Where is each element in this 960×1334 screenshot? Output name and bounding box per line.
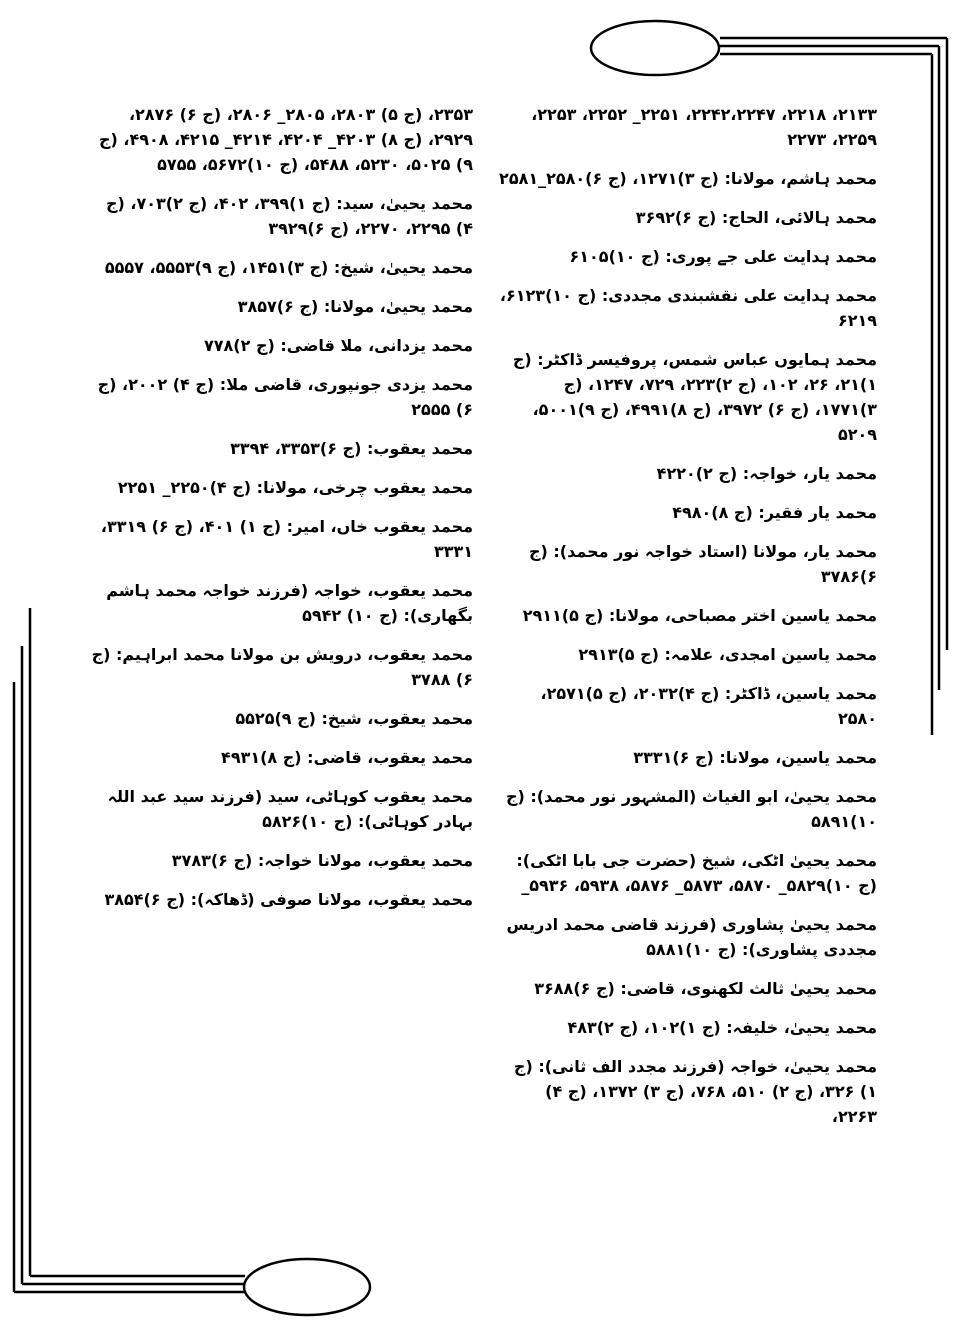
index-entry: محمد یحییٰ، مولانا: (ج ۶)۳۸۵۷ [237,297,473,316]
index-entry: محمد ہالائی، الحاج: (ج ۶)۳۶۹۲ [635,208,877,227]
index-entry: محمد یحییٰ، سید: (ج ۱)۳۹۹، ۴۰۲، (ج ۲)۷۰۳، (ج ۴) ۲۲۹۵، ۲۲۷۰، (ج ۶)۳۹۲۹ [105,194,473,238]
index-entry: محمد یعقوب، مولانا صوفی (ڈھاکہ): (ج ۶)۳۸۵۴ [104,890,473,909]
index-entry: محمد یحییٰ پشاوری (فرزند قاضی محمد ادریس مجددی پشاوری): (ج ۱۰)۵۸۸۱ [506,915,877,959]
index-entry: محمد یحییٰ، شیخ: (ج ۳)۱۴۵۱، (ج ۹)۵۵۵۳، ۵۵۵۷ [104,258,473,277]
index-entry: محمد یحییٰ ثالث لکھنوی، قاضی: (ج ۶)۳۶۸۸ [534,979,877,998]
index-entry: محمد یحییٰ، ابو الغیاث (المشہور نور محمد): (ج ۱۰)۵۸۹۱ [505,787,877,831]
index-entry: ۲۳۵۳، (ج ۵) ۲۸۰۳، ۲۸۰۵_ ۲۸۰۶، (ج ۶) ۲۸۷۶، ۲۹۲۹، (ج ۸) ۴۲۰۳_ ۴۲۰۴، ۴۲۱۴_ ۴۲۱۵، ۴۹۰۸، (ج ۹) ۵۰۲۵، ۵۲۳۰، ۵۴۸۸، (ج ۱۰)۵۶۷۲، ۵۷۵۵ [98,105,473,174]
right-index-column [497,102,877,1143]
index-entry: محمد ہدایت علی جے پوری: (ج ۱۰)۶۱۰۵ [569,247,877,266]
index-entry: محمد یعقوب کوہاٹی، سید (فرزند سید عبد اللہ بہادر کوہاٹی): (ج ۱۰)۵۸۲۶ [107,787,473,831]
index-entry: محمد یاسین، ڈاکٹر: (ج ۴)۲۰۳۲، (ج ۵)۲۵۷۱، ۲۵۸۰ [540,684,877,728]
index-entry: محمد ہمایوں عباس شمس، پروفیسر ڈاکٹر: (ج ۱)۲۱، ۲۶، ۱۰۲، (ج ۲)۲۲۳، ۷۲۹، ۱۲۴۷، (ج ۳)۱۷۷۱، (ج ۶) ۳۹۷۲، (ج ۸)۴۹۹۱، (ج ۹)۵۰۰۱، ۵۲۰۹ [512,350,877,444]
index-entry: محمد یزدانی، ملا قاضی: (ج ۲)۷۷۸ [204,336,473,355]
index-entry: محمد یاسین امجدی، علامہ: (ج ۵)۲۹۱۳ [578,645,877,664]
index-entry: محمد یعقوب، قاضی: (ج ۸)۴۹۳۱ [221,748,473,767]
index-entry: محمد ہدایت علی نقشبندی مجددی: (ج ۱۰)۶۱۲۳، ۶۲۱۹ [499,286,877,330]
index-entry: محمد ہاشم، مولانا: (ج ۳)۱۲۷۱، (ج ۶)۲۵۸۰_۲۵۸۱ [499,169,877,188]
index-entry: محمد یعقوب، مولانا خواجہ: (ج ۶)۳۷۸۳ [171,851,473,870]
index-entry: محمد یزدی جونپوری، قاضی ملا: (ج ۴) ۲۰۰۲، (ج ۶) ۲۵۵۵ [97,375,473,419]
index-entry: محمد یحییٰ اٹکی، شیخ (حضرت جی بابا اٹکی): (ج ۱۰)۵۸۲۹_ ۵۸۷۰، ۵۸۷۳_ ۵۸۷۶، ۵۹۳۸، ۵۹۳۶_ [516,851,877,895]
left-index-column [85,102,473,926]
index-entry: محمد یعقوب چرخی، مولانا: (ج ۴)۲۲۵۰_ ۲۲۵۱ [117,478,473,497]
index-entry: محمد یاسین اختر مصباحی، مولانا: (ج ۵)۲۹۱۱ [522,606,877,625]
index-entry: ۲۱۳۳، ۲۲۱۸، ۲۲۴۲،۲۲۴۷، ۲۲۵۱_ ۲۲۵۲، ۲۲۵۳، ۲۲۵۹، ۲۲۷۳ [531,105,877,149]
index-entry: محمد یعقوب خاں، امیر: (ج ۱) ۴۰۱، (ج ۶) ۳۳۱۹، ۳۳۳۱ [100,517,473,561]
index-entry: محمد یعقوب، خواجہ (فرزند خواجہ محمد ہاشم بگھاری): (ج ۱۰) ۵۹۴۲ [106,581,473,625]
index-entry: محمد یعقوب، درویش بن مولانا محمد ابراہیم: (ج ۶) ۳۷۸۸ [91,645,473,689]
index-entry: محمد یعقوب، شیخ: (ج ۹)۵۵۲۵ [235,709,473,728]
index-entry: محمد یار، مولانا (استاد خواجہ نور محمد): (ج ۶)۳۷۸۶ [528,542,877,586]
index-entry: محمد یار، خواجہ: (ج ۲)۴۲۲۰ [656,464,877,483]
index-entry: محمد یعقوب: (ج ۶)۳۳۵۳، ۳۳۹۴ [230,439,473,458]
index-entry: محمد یاسین، مولانا: (ج ۶)۳۳۳۱ [633,748,877,767]
index-entry: محمد یار فقیر: (ج ۸)۴۹۸۰ [672,503,877,522]
index-entry: محمد یحییٰ، خواجہ (فرزند مجدد الف ثانی): (ج ۱) ۳۲۶، (ج ۲) ۵۱۰، ۷۶۸، (ج ۳) ۱۳۷۲، (ج ۴) ۲۲۶۳، [513,1057,877,1126]
index-entry: محمد یحییٰ، خلیفہ: (ج ۱)۱۰۲، (ج ۲)۴۸۳ [567,1018,877,1037]
